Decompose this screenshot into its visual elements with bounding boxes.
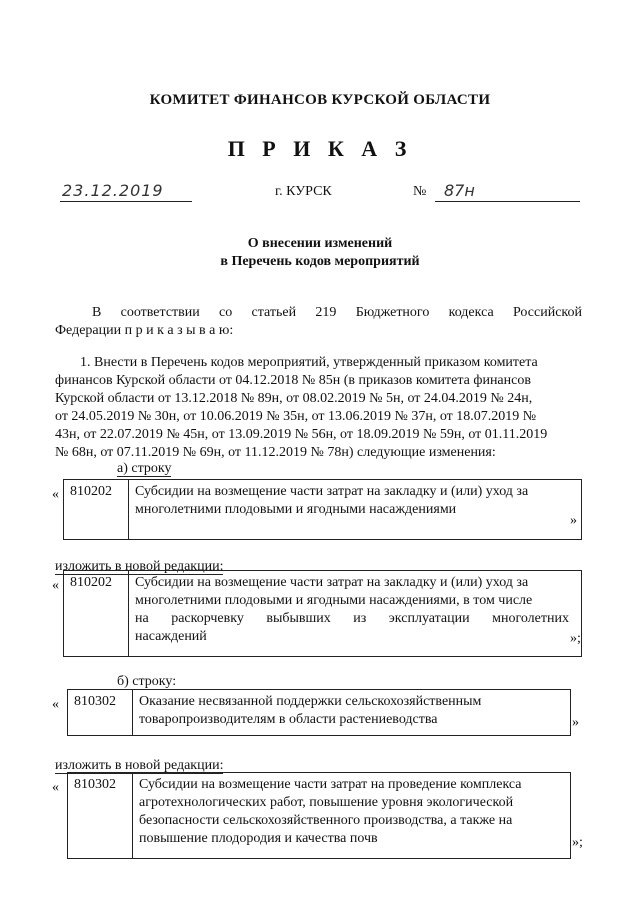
preamble-line-1: В соответствии со статьей 219 Бюджетного кодекса Российской [92, 305, 582, 320]
document-type: П Р И К А З [227, 136, 413, 161]
description-line: безопасности сельскохозяйственного производства, а также на [139, 813, 513, 828]
close-quote: »; [572, 835, 583, 850]
activity-code: 810202 [64, 480, 129, 539]
description-line: агротехнологических работ, повышение уровня экологической [139, 795, 514, 810]
activity-code: 810202 [64, 571, 129, 656]
activity-code: 810302 [68, 690, 133, 735]
order-city: г. КУРСК [275, 184, 332, 199]
order-date: 23.12.2019 [62, 181, 164, 200]
description-line: повышение плодородия и качества почв [139, 831, 378, 846]
number-sign: № [413, 184, 427, 199]
description-line: Субсидии на возмещение части затрат на закладку и (или) уход за [135, 484, 529, 499]
item1-line-4: от 24.05.2019 № 30н, от 10.06.2019 № 35н, от 13.06.2019 № 37н, от 18.07.2019 № [55, 409, 537, 424]
activity-code: 810302 [68, 773, 133, 858]
subject-line-1: О внесении изменений [247, 236, 393, 251]
description-line: Оказание несвязанной поддержки сельскохозяйственным [139, 694, 482, 709]
preamble-line-2: Федерации п р и к а з ы в а ю: [55, 323, 234, 338]
activity-description [133, 773, 570, 858]
description-line: Субсидии на возмещение части затрат на проведение комплекса [139, 777, 522, 792]
organization-title: КОМИТЕТ ФИНАНСОВ КУРСКОЙ ОБЛАСТИ [149, 92, 491, 108]
open-quote: « [52, 697, 59, 712]
description-line: товаропроизводителям в области растениеводства [139, 712, 438, 727]
code-table-row [67, 689, 571, 736]
code-table-row [63, 479, 582, 540]
description-line: многолетними плодовыми и ягодными насаждениями [135, 502, 457, 517]
code-table-row [67, 772, 571, 859]
code-table-row [63, 570, 582, 657]
activity-description [129, 480, 581, 539]
change-a-label-text: а) строку [117, 461, 172, 476]
new-version-label-text: изложить в новой редакции: [55, 559, 224, 574]
description-line: насаждений [135, 629, 207, 644]
subject-line-2: в Перечень кодов мероприятий [220, 254, 420, 269]
item1-line-2: финансов Курской области от 04.12.2018 № 85н (в приказов комитета финансов [55, 373, 531, 388]
open-quote: « [52, 780, 59, 795]
number-underline [435, 201, 580, 202]
open-quote: « [52, 487, 59, 502]
close-quote: » [572, 715, 579, 730]
close-quote: »; [570, 631, 581, 646]
new-version-label-text: изложить в новой редакции: [55, 758, 224, 773]
item1-line-3: Курской области от 13.12.2018 № 89н, от 08.02.2019 № 5н, от 24.04.2019 № 24н, [55, 391, 533, 406]
description-line: Субсидии на возмещение части затрат на закладку и (или) уход за [135, 575, 529, 590]
description-line: на раскорчевку выбывших из эксплуатации многолетних [135, 611, 569, 626]
change-a-label [117, 461, 171, 477]
item1-line-6: № 68н, от 07.11.2019 № 69н, от 11.12.2019 № 78н) следующие изменения: [55, 445, 496, 460]
open-quote: « [52, 578, 59, 593]
description-line: многолетними плодовыми и ягодными насаждениями, в том числе [135, 593, 533, 608]
activity-description [133, 690, 570, 735]
order-number: 87н [444, 181, 475, 200]
change-b-label-text: б) строку: [117, 674, 177, 689]
item1-line-1: 1. Внести в Перечень кодов мероприятий, утвержденный приказом комитета [80, 355, 538, 370]
activity-description [129, 571, 581, 656]
date-underline [60, 201, 192, 202]
item1-line-5: 43н, от 22.07.2019 № 45н, от 13.09.2019 № 56н, от 18.09.2019 № 59н, от 01.11.2019 [55, 427, 548, 442]
change-b-label [117, 674, 176, 690]
close-quote: » [570, 513, 577, 528]
